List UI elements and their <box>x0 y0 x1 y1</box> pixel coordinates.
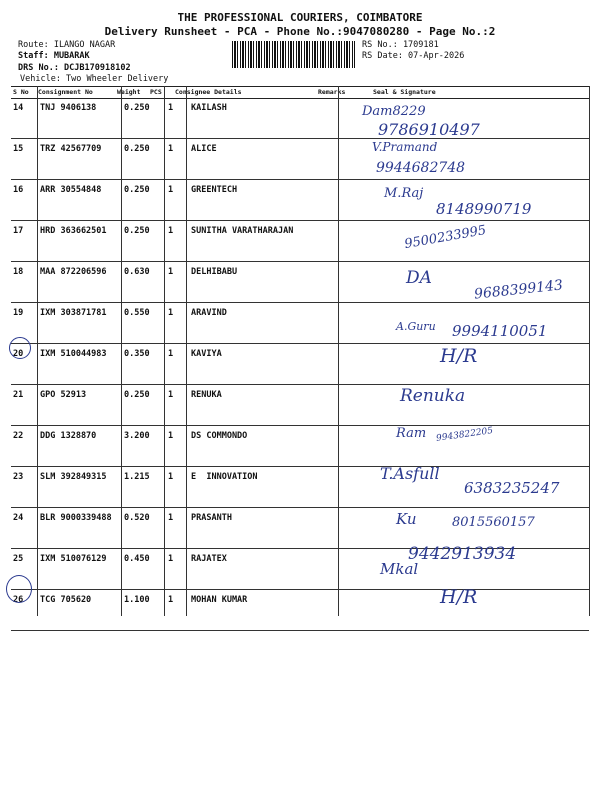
cell-weight: 0.520 <box>124 513 150 523</box>
col-signature: Seal & Signature <box>373 88 436 96</box>
route-label: Route: ILANGO NAGAR <box>18 40 116 50</box>
table-row <box>11 590 589 631</box>
cell-consignee: PRASANTH <box>191 513 232 523</box>
vehicle-label: Vehicle: Two Wheeler Delivery <box>20 74 169 84</box>
signature-scribble: Mkal <box>380 560 419 578</box>
cell-sno: 25 <box>13 554 24 564</box>
column-divider <box>37 86 38 616</box>
column-divider <box>589 86 590 616</box>
signature-scribble: V.Pramand <box>372 140 438 154</box>
col-consignee: Consignee Details <box>175 88 242 96</box>
runsheet-title: Delivery Runsheet - PCA - Phone No.:9047080280 - Page No.:2 <box>104 25 496 38</box>
cell-weight: 1.100 <box>124 595 150 605</box>
cell-consignment: BLR 9000339488 <box>40 513 112 523</box>
cell-pcs: 1 <box>168 431 174 441</box>
cell-consignee: E INNOVATION <box>191 472 258 482</box>
cell-sno: 23 <box>13 472 24 482</box>
cell-pcs: 1 <box>168 472 174 482</box>
cell-consignment: IXM 510044983 <box>40 349 107 359</box>
drs-number: DRS No.: DCJB170918102 <box>18 63 131 73</box>
cell-consignee: ARAVIND <box>191 308 227 318</box>
handwritten-phone: 6383235247 <box>464 479 560 497</box>
handwritten-phone: 8015560157 <box>452 515 535 530</box>
cell-weight: 0.250 <box>124 226 150 236</box>
cell-consignee: SUNITHA VARATHARAJAN <box>191 226 294 236</box>
cell-weight: 1.215 <box>124 472 150 482</box>
cell-consignment: SLM 392849315 <box>40 472 107 482</box>
col-sno: S No <box>13 88 29 96</box>
handwritten-phone: 9500233995 <box>403 222 488 253</box>
cell-sno: 16 <box>13 185 24 195</box>
table-row <box>11 221 589 262</box>
cell-pcs: 1 <box>168 349 174 359</box>
cell-consignment: TRZ 42567709 <box>40 144 102 154</box>
handwritten-phone: 9943822205 <box>435 426 494 444</box>
cell-consignee: ALICE <box>191 144 217 154</box>
col-weight: Weight <box>117 88 141 96</box>
cell-consignee: KAILASH <box>191 103 227 113</box>
pen-circle-mark <box>9 337 31 359</box>
signature-scribble: Ku <box>396 510 417 528</box>
handwritten-phone: 9442913934 <box>408 544 517 564</box>
col-consignment: Consignment No <box>38 88 93 96</box>
cell-consignment: DDG 1328870 <box>40 431 97 441</box>
cell-consignee: RAJATEX <box>191 554 227 564</box>
cell-sno: 19 <box>13 308 24 318</box>
cell-sno: 18 <box>13 267 24 277</box>
cell-weight: 3.200 <box>124 431 150 441</box>
cell-pcs: 1 <box>168 595 174 605</box>
cell-consignment: IXM 303871781 <box>40 308 107 318</box>
cell-consignment: GPO 52913 <box>40 390 87 400</box>
cell-consignee: DS COMMONDO <box>191 431 248 441</box>
cell-weight: 0.250 <box>124 390 150 400</box>
cell-consignee: GREENTECH <box>191 185 238 195</box>
signature-scribble: DA <box>406 268 432 288</box>
col-remarks: Remarks <box>318 88 346 96</box>
cell-pcs: 1 <box>168 513 174 523</box>
rs-number: RS No.: 1709181 <box>362 40 439 50</box>
handwritten-phone: 9994110051 <box>452 322 548 340</box>
col-pcs: PCS <box>150 88 162 96</box>
cell-weight: 0.550 <box>124 308 150 318</box>
cell-consignment: TCG 705620 <box>40 595 92 605</box>
cell-pcs: 1 <box>168 554 174 564</box>
signature-scribble: Ram <box>396 426 427 441</box>
cell-pcs: 1 <box>168 308 174 318</box>
cell-consignment: TNJ 9406138 <box>40 103 97 113</box>
cell-consignee: RENUKA <box>191 390 222 400</box>
cell-consignment: MAA 872206596 <box>40 267 107 277</box>
cell-pcs: 1 <box>168 267 174 277</box>
signature-scribble: T.Asfull <box>380 464 440 483</box>
cell-sno: 21 <box>13 390 24 400</box>
table-row <box>11 385 589 426</box>
table-row <box>11 98 589 139</box>
company-title: THE PROFESSIONAL COURIERS, COIMBATORE <box>177 11 423 24</box>
cell-sno: 15 <box>13 144 24 154</box>
column-divider <box>164 86 165 616</box>
pen-circle-mark <box>6 575 32 603</box>
table-row <box>11 139 589 180</box>
staff-label: Staff: MUBARAK <box>18 51 90 61</box>
cell-consignment: IXM 510076129 <box>40 554 107 564</box>
handwritten-note: H/R <box>440 345 478 367</box>
cell-weight: 0.350 <box>124 349 150 359</box>
cell-weight: 0.250 <box>124 144 150 154</box>
table-row <box>11 344 589 385</box>
handwritten-signature: Renuka <box>400 386 466 406</box>
cell-sno: 17 <box>13 226 24 236</box>
column-divider <box>121 86 122 616</box>
cell-weight: 0.250 <box>124 185 150 195</box>
handwritten-phone: 8148990719 <box>436 200 532 218</box>
cell-weight: 0.450 <box>124 554 150 564</box>
cell-consignment: HRD 363662501 <box>40 226 107 236</box>
cell-pcs: 1 <box>168 185 174 195</box>
barcode <box>232 41 355 68</box>
cell-pcs: 1 <box>168 144 174 154</box>
cell-weight: 0.250 <box>124 103 150 113</box>
handwritten-phone: 9688399143 <box>473 277 564 303</box>
column-divider <box>186 86 187 616</box>
cell-pcs: 1 <box>168 226 174 236</box>
signature-scribble: Dam8229 <box>362 104 426 119</box>
cell-weight: 0.630 <box>124 267 150 277</box>
signature-scribble: M.Raj <box>384 186 424 201</box>
cell-pcs: 1 <box>168 390 174 400</box>
cell-consignee: DELHIBABU <box>191 267 238 277</box>
cell-sno: 26 <box>13 595 24 605</box>
cell-consignee: MOHAN KUMAR <box>191 595 248 605</box>
signature-scribble: A.Guru <box>396 320 436 333</box>
cell-sno: 24 <box>13 513 24 523</box>
handwritten-note: H/R <box>440 586 478 608</box>
column-divider <box>338 86 339 616</box>
handwritten-phone: 9786910497 <box>378 120 480 139</box>
table-row <box>11 426 589 467</box>
cell-consignee: KAVIYA <box>191 349 222 359</box>
rs-date: RS Date: 07-Apr-2026 <box>362 51 465 61</box>
cell-sno: 14 <box>13 103 24 113</box>
cell-sno: 20 <box>13 349 24 359</box>
handwritten-phone: 9944682748 <box>376 160 466 176</box>
cell-consignment: ARR 30554848 <box>40 185 102 195</box>
cell-pcs: 1 <box>168 103 174 113</box>
cell-sno: 22 <box>13 431 24 441</box>
